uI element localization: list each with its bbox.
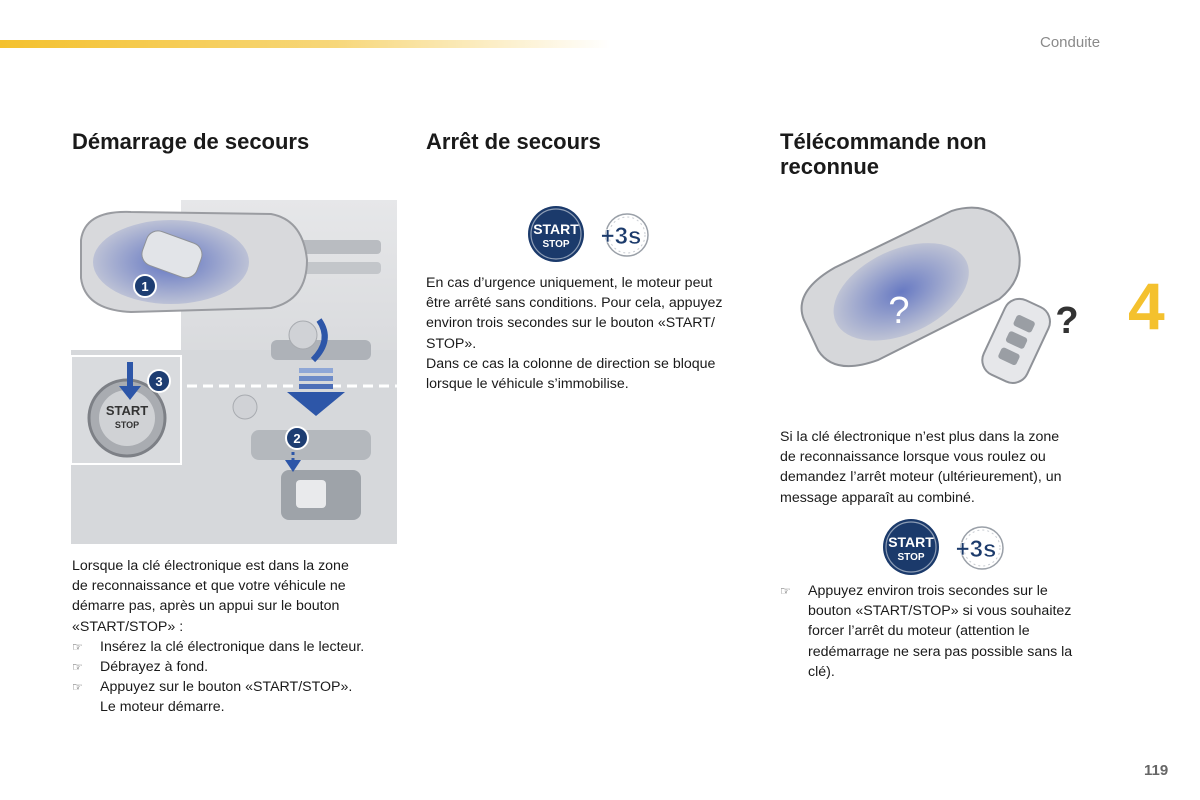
title-line: reconnue — [780, 154, 880, 179]
car-question-mark: ? — [888, 290, 910, 332]
page-number: 119 — [1144, 762, 1169, 779]
text-line: En cas d’urgence uniquement, le moteur peut — [426, 275, 713, 291]
text-line: redémarrage ne sera pas possible sans la — [808, 643, 1073, 660]
text-line: forcer l’arrêt du moteur (attention le — [808, 623, 1030, 640]
inset-start-text: START — [105, 403, 149, 418]
callout-1-number: 1 — [141, 279, 149, 294]
callout-2-number: 2 — [293, 431, 301, 446]
button-start-text: START — [533, 221, 579, 237]
text-line: Appuyez environ trois secondes sur le — [808, 583, 1048, 599]
text-line: de reconnaissance lorsque vous roulez ou — [780, 449, 1046, 466]
col2-title: Arrêt de secours — [426, 129, 601, 154]
callout-1 — [134, 275, 156, 297]
start-stop-button-icon — [882, 518, 1007, 576]
button-start-text-2: START — [888, 534, 934, 550]
car-top-view — [81, 212, 307, 312]
callout-2 — [286, 427, 308, 449]
button-duration-text-2: +3s — [955, 536, 997, 563]
step-item — [72, 637, 402, 657]
callout-3 — [148, 370, 170, 392]
text-line: Débrayez à fond. — [100, 659, 209, 676]
text-line: de reconnaissance et que votre véhicule ne — [72, 578, 346, 595]
col3-step-list — [780, 581, 1110, 682]
remote-not-recognized-illustration — [795, 205, 1095, 395]
text-line: environ trois secondes sur le bouton «START/ — [426, 315, 715, 332]
step-item — [780, 581, 1110, 682]
text-line: Le moteur démarre. — [100, 699, 225, 716]
col3-body — [780, 427, 1110, 508]
start-stop-button-icon — [527, 205, 652, 263]
text-line: lorsque le véhicule s’immobilise. — [426, 376, 629, 393]
text-line: Si la clé électronique n’est plus dans la zone — [780, 429, 1060, 445]
text-line: démarre pas, après un appui sur le bouton — [72, 598, 340, 615]
button-duration-text: +3s — [600, 223, 642, 250]
start-stop-3s-indicator-2 — [882, 518, 1007, 576]
step-item — [72, 677, 402, 717]
text-line: demandez l’arrêt moteur (ultérieurement), un — [780, 469, 1062, 486]
pointing-hand-icon: ☞ — [72, 660, 83, 675]
button-stop-text-2: STOP — [897, 552, 925, 563]
col1-body — [72, 556, 402, 718]
key-fob-icon — [977, 294, 1055, 389]
start-stop-3s-indicator — [527, 205, 652, 263]
text-line: Dans ce cas la colonne de direction se bloque — [426, 355, 716, 372]
text-line: Insérez la clé électronique dans le lecteur. — [100, 638, 365, 655]
text-line: message apparaît au combiné. — [780, 489, 975, 506]
text-line: bouton «START/STOP» si vous souhaitez — [808, 603, 1072, 620]
car-and-key-drawing — [795, 205, 1095, 395]
col3-steps — [780, 581, 1110, 682]
car-console-drawing — [71, 200, 397, 544]
chapter-number: 4 — [1128, 269, 1165, 343]
col3-title — [780, 129, 987, 179]
button-stop-text: STOP — [542, 239, 570, 250]
pointing-hand-icon: ☞ — [72, 639, 83, 654]
section-title: Conduite — [1040, 34, 1101, 51]
pointing-hand-icon: ☞ — [780, 584, 791, 598]
col1-intro — [72, 556, 402, 637]
header-accent-bar — [0, 40, 610, 48]
title-line: Télécommande non — [780, 129, 987, 154]
text-line: être arrêté sans conditions. Pour cela, appuyez — [426, 295, 723, 312]
key-question-mark: ? — [1055, 300, 1079, 342]
text-line: Appuyez sur le bouton «START/STOP». — [100, 679, 353, 696]
text-line: clé). — [808, 663, 835, 680]
text-line: STOP». — [426, 335, 477, 352]
col1-title: Démarrage de secours — [72, 129, 310, 154]
text-line: Lorsque la clé électronique est dans la zone — [72, 558, 349, 574]
col1-steps — [72, 637, 402, 718]
inset-stop-text: STOP — [114, 420, 140, 430]
callout-3-number: 3 — [155, 374, 163, 389]
emergency-start-illustration — [71, 200, 397, 544]
step-item — [72, 657, 402, 677]
col2-body — [426, 273, 766, 394]
pointing-hand-icon: ☞ — [72, 680, 83, 695]
text-line: «START/STOP» : — [72, 618, 184, 635]
